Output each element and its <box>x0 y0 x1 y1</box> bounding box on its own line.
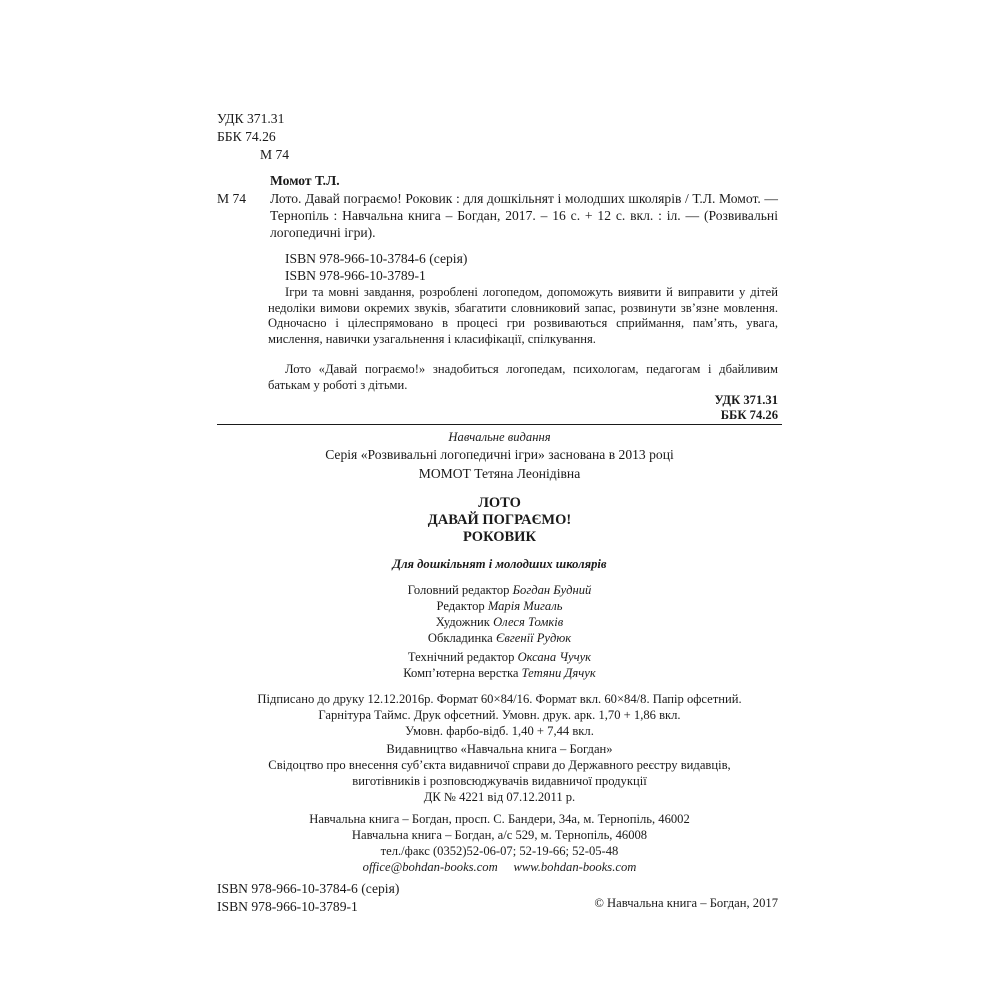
credit-name: Марія Мигаль <box>487 599 563 613</box>
address-line-1: Навчальна книга – Богдан, просп. С. Бандери, 34а, м. Тернопіль, 46002 <box>309 812 690 826</box>
print-details-1: Підписано до друку 12.12.2016р. Формат 60×84/16. Формат вкл. 60×84/8. Папір офсетний. <box>257 692 742 706</box>
credit-role: Головний редактор <box>407 583 510 597</box>
book-subtitle: Для дошкільнят і молодших школярів <box>392 557 607 571</box>
footer-isbn-series: ISBN 978-966-10-3784-6 (серія) <box>217 881 400 896</box>
email-link[interactable]: office@bohdan-books.com <box>362 860 498 874</box>
publisher-name: Видавництво «Навчальна книга – Богдан» <box>386 742 613 756</box>
credit-line <box>217 583 782 599</box>
credit-name: Оксана Чучук <box>517 650 592 664</box>
book-title-line-3: РОКОВИК <box>463 529 536 545</box>
certificate-line-1: Свідоцтво про внесення суб’єкта видавничої справи до Державного реєстру видавців, <box>268 758 731 772</box>
certificate-line-2: виготівників і розповсюджувачів видавничої продукції <box>352 774 647 788</box>
website-link[interactable]: www.bohdan-books.com <box>513 860 637 874</box>
credit-line <box>217 599 782 615</box>
contact-line <box>217 860 782 876</box>
certificate-line-3: ДК № 4221 від 07.12.2011 р. <box>423 790 576 804</box>
annotation-paragraph-1: Ігри та мовні завдання, розроблені логопедом, допоможуть виявити й виправити у дітей недоліки вимови окремих звуків, збагатити словниковий запас, розвинути зв’язне мовлення. Одночасно і цілеспрямовано в процесі гри розвиваються сприймання, пам’ять, увага, мислення, навички узагальнення і класифікації, спілкування. <box>268 285 778 346</box>
udk-bottom: УДК 371.31 <box>714 393 778 407</box>
bbk-code: ББК 74.26 <box>217 129 276 144</box>
credit-role: Обкладинка <box>427 631 493 645</box>
print-details-2: Гарнітура Таймс. Друк офсетний. Умовн. друк. арк. 1,70 + 1,86 вкл. <box>318 708 681 722</box>
book-title-line-1: ЛОТО <box>478 495 521 511</box>
bbk-bottom: ББК 74.26 <box>720 408 778 422</box>
series-note: Серія «Розвивальні логопедичні ігри» заснована в 2013 році <box>325 447 674 462</box>
author-mark: М 74 <box>260 147 290 162</box>
copyright-notice: © Навчальна книга – Богдан, 2017 <box>594 896 778 910</box>
credit-role: Редактор <box>436 599 485 613</box>
credit-role: Технічний редактор <box>407 650 515 664</box>
isbn-book: ISBN 978-966-10-3789-1 <box>285 268 426 283</box>
isbn-series: ISBN 978-966-10-3784-6 (серія) <box>285 251 468 266</box>
credit-role: Художник <box>435 615 490 629</box>
credit-line <box>217 615 782 631</box>
entry-mark: М 74 <box>217 191 247 206</box>
bibliographic-entry: Лото. Давай пограємо! Роковик : для дошкільнят і молодших школярів / Т.Л. Момот. — Тернопіль : Навчальна книга – Богдан, 2017. – 16 с. + 12 с. вкл. : іл. — (Розвивальні логопедичні ігри). <box>270 191 778 240</box>
credit-line <box>217 666 782 682</box>
credit-role: Комп’ютерна верстка <box>403 666 519 680</box>
phone-fax: тел./факс (0352)52-06-07; 52-19-66; 52-05-48 <box>380 844 619 858</box>
address-line-2: Навчальна книга – Богдан, а/с 529, м. Тернопіль, 46008 <box>351 828 648 842</box>
print-details-3: Умовн. фарбо-відб. 1,40 + 7,44 вкл. <box>405 724 594 738</box>
author-heading: Момот Т.Л. <box>270 173 340 188</box>
divider-line <box>217 424 782 425</box>
edition-type: Навчальне видання <box>448 430 551 444</box>
author-full-name: МОМОТ Тетяна Леонідівна <box>418 466 581 481</box>
annotation-paragraph-2: Лото «Давай пограємо!» знадобиться логопедам, психологам, педагогам і дбайливим батькам у роботі з дітьми. <box>268 362 778 392</box>
footer-isbn-book: ISBN 978-966-10-3789-1 <box>217 899 358 914</box>
credit-name: Олеся Томків <box>493 615 564 629</box>
credit-name: Тетяни Дячук <box>521 666 596 680</box>
udk-code: УДК 371.31 <box>217 111 285 126</box>
book-title-line-2: ДАВАЙ ПОГРАЄМО! <box>427 512 572 528</box>
credit-name: Богдан Будний <box>512 583 592 597</box>
credit-line <box>217 650 782 666</box>
credit-line <box>217 631 782 647</box>
credit-name: Євгенії Рудюк <box>495 631 572 645</box>
